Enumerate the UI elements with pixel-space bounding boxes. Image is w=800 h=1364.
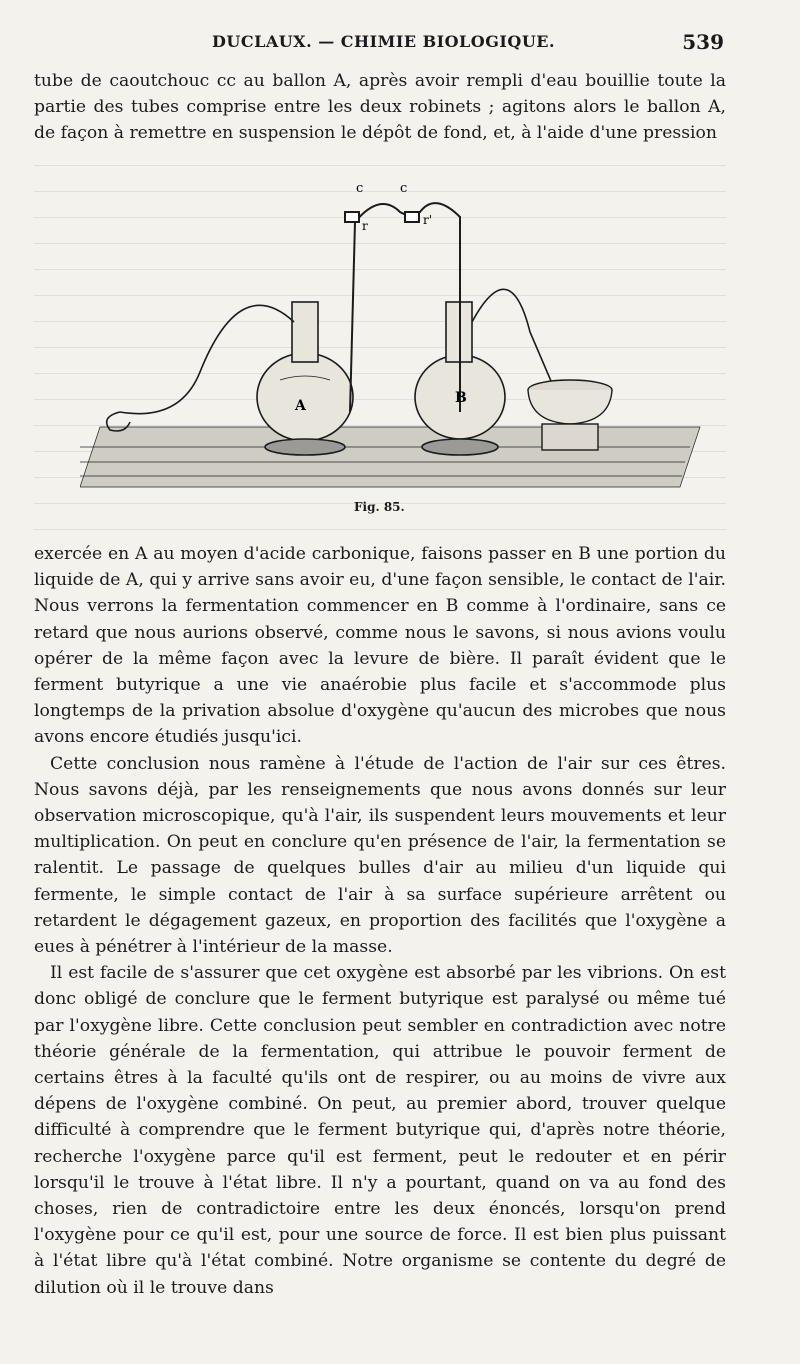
body-text-block — [34, 541, 726, 1301]
label-r-prime: r' — [423, 213, 433, 227]
label-b: B — [455, 390, 467, 406]
figure-85 — [80, 172, 720, 512]
top-paragraph: tube de caoutchouc cc au ballon A, après avoir rempli d'eau bouillie toute la partie des tubes comprise entre les deux robinets ; agitons alors le ballon A, de façon à remettre en suspension le dépôt de fond, et, à l'aide d'une pression — [34, 71, 726, 144]
apparatus-illustration — [80, 172, 720, 492]
top-paragraph-block — [34, 68, 726, 147]
paragraph-2: Cette conclusion nous ramène à l'étude de l'action de l'air sur ces êtres. Nous savons déjà, par les renseignements que nous avons donnés sur leur observation microscopique, qu'à l'air, ils suspendent leurs mouvements et leur multiplication. On peut en conclure qu'en présence de l'air, la fermentation se ralentit. Le passage de quelques bulles d'air au milieu d'un liquide qui fermente, le simple contact de l'air à sa surface supérieure arrêtent ou retardent le dégagement gazeux, en proportion des facilités que l'oxygène a eues à pénétrer à l'intérieur de la masse. — [34, 753, 726, 958]
paragraph-3: Il est facile de s'assurer que cet oxygène est absorbé par les vibrions. On est donc obligé de conclure que le ferment butyrique est paralysé ou même tué par l'oxygène libre. Cette conclusion peut sembler en contradiction avec notre théorie générale de la fermentation, qui attribue le pouvoir ferment de certains êtres à la faculté qu'ils ont de respirer, ou au moins de vivre aux dépens de l'oxygène combiné. On peut, au premier abord, trouver quelque difficulté à comprendre que le ferment butyrique qui, d'après notre théorie, recherche l'oxygène parce qu'il est ferment, peut le redouter et en périr lorsqu'il le trouve à l'état libre. Il n'y a pourtant, quand on va au fond des choses, rien de contradictoire entre les deux énoncés, lorsqu'on prend l'oxygène pour ce qu'il est, pour une source de force. Il est bien plus puissant à l'état libre qu'à l'état combiné. Notre organisme se contente du degré de dilution où il le trouve dans — [34, 963, 726, 1298]
label-a: A — [295, 398, 306, 414]
paragraph-1: exercée en A au moyen d'acide carbonique, faisons passer en B une portion du liquide de A, qui y arrive sans avoir eu, d'une façon sensible, le contact de l'air. Nous verrons la fermentation commencer en B comme à l'ordinaire, sans ce retard que nous aurions observé, comme nous le savons, si nous avions voulu opérer de la même façon avec la levure de bière. Il paraît évident que le ferment butyrique a une vie anaérobie plus facile et s'accommode plus longtemps de la privation absolue d'oxygène qu'aucun des microbes que nous avons encore étudiés jusqu'ici. — [34, 544, 726, 748]
label-c2: c — [400, 181, 408, 196]
table-surface — [80, 427, 700, 487]
running-head: DUCLAUX. — CHIMIE BIOLOGIQUE. — [212, 32, 556, 51]
label-c1: c — [356, 181, 364, 196]
figure-caption: Fig. 85. — [354, 500, 405, 514]
label-r: r — [362, 219, 368, 233]
page-number: 539 — [682, 30, 724, 54]
page-header — [32, 30, 724, 56]
